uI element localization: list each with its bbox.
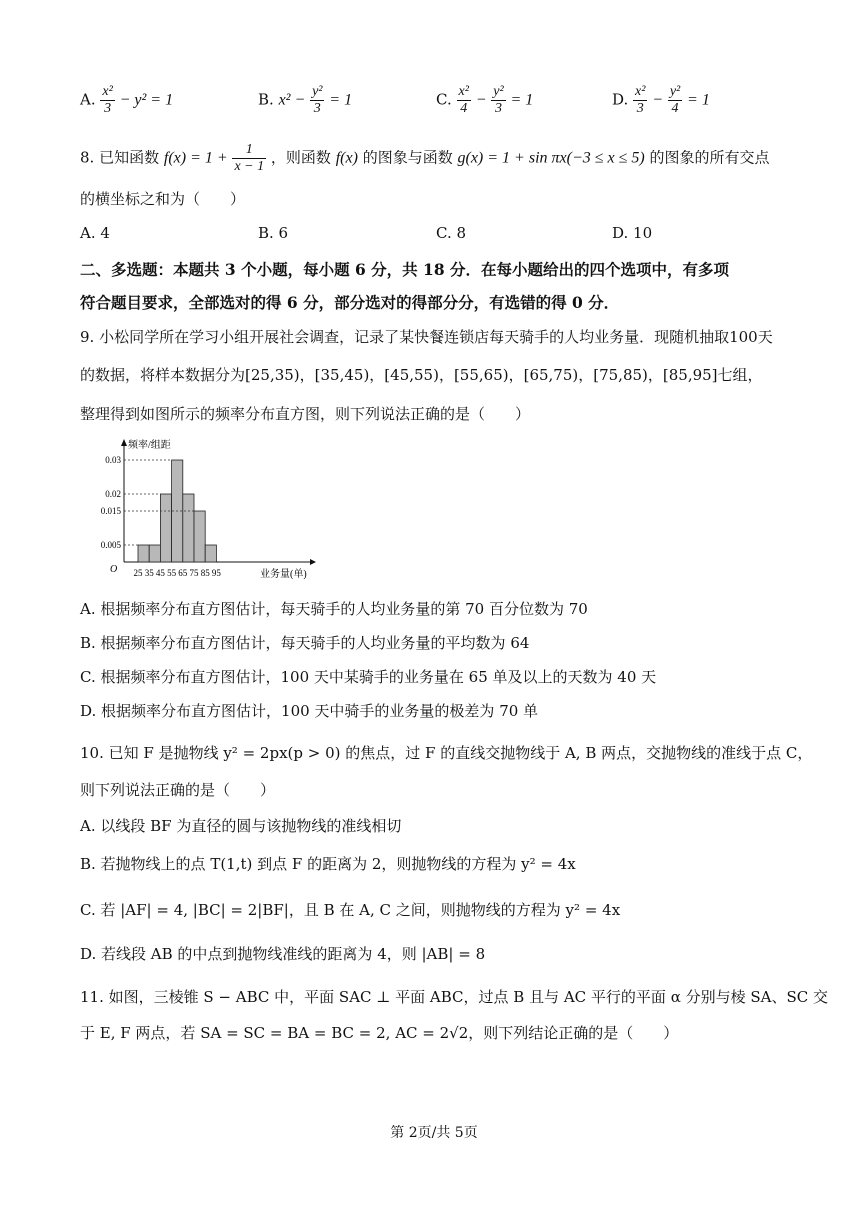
y-axis-arrow [121, 439, 127, 446]
x-axis-arrow [310, 559, 316, 565]
q7-option-d: D. $\frac{\text{x²}}{3}$ − $\frac{\text{y²}}{4}$ = 1 [612, 84, 710, 116]
histogram-bar [149, 545, 160, 562]
q10-option-c: C. 若 |AF| = 4, |BC| = 2|BF|，且 B 在 A, C 之间，则抛物线的方程为 y² = 4x [80, 901, 621, 919]
q10-option-a: A. 以线段 BF 为直径的圆与该抛物线的准线相切 [80, 817, 402, 835]
q8-option-c: C. 8 [436, 224, 467, 242]
y-axis-label: 频率/组距 [128, 440, 171, 451]
section-heading-line2: 符合题目要求，全部选对的得 6 分，部分选对的得部分分，有选错的得 0 分． [80, 293, 620, 312]
q8-stem-line1: 8. 已知函数 f(x) = 1 + $\frac{1}{x - 1}$ ，则函数 f(x) 的图象与函数 g(x) = 1 + sin πx(−3 ≤ x ≤ 5) 的图象的所有交点 [80, 142, 770, 174]
x-tick-label: 25 [133, 568, 143, 578]
x-axis-label: 业务量(单) [260, 569, 307, 580]
q8-option-d: D. 10 [612, 224, 653, 242]
fraction: $\frac{\text{x²}}{4}$ [458, 84, 469, 116]
x-tick-label: 65 [178, 568, 188, 578]
fraction: $\frac{\text{y²}}{3}$ [493, 84, 504, 116]
q9-option-c: C. 根据频率分布直方图估计，100 天中某骑手的业务量在 65 单及以上的天数为 40 天 [80, 668, 657, 686]
x-tick-label: 45 [155, 568, 165, 578]
equation-rest: = 1 [329, 91, 353, 109]
q10-option-b: B. 若抛物线上的点 T(1,t) 到点 F 的距离为 2，则抛物线的方程为 y² = 4x [80, 855, 576, 873]
q10-stem-line1: 10. 已知 F 是抛物线 y² = 2px(p > 0) 的焦点，过 F 的直线交抛物线于 A, B 两点，交抛物线的准线于点 C， [80, 744, 813, 762]
q9-stem-line1: 9. 小松同学所在学习小组开展社会调查，记录了某快餐连锁店每天骑手的人均业务量．现随机抽取100天 [80, 328, 773, 346]
section-heading-line1: 二、多选题：本题共 3 个小题，每小题 6 分，共 18 分．在每小题给出的四个选项中，有多项 [80, 260, 730, 279]
q9-stem-line2: 的数据，将样本数据分为[25,35)，[35,45)，[45,55)，[55,65)，[65,75)，[75,85)，[85,95]七组， [80, 366, 763, 384]
frequency-histogram [88, 436, 328, 586]
equation-pre: x² − [278, 91, 306, 109]
q7-option-c: C. $\frac{\text{x²}}{4}$ − $\frac{\text{y²}}{3}$ = 1 [436, 84, 534, 116]
q9-option-a: A. 根据频率分布直方图估计，每天骑手的人均业务量的第 70 百分位数为 70 [80, 600, 588, 618]
equation-rest: = 1 [510, 91, 534, 109]
page-footer: 第 2页/共 5页 [390, 1125, 478, 1141]
equation-rest: − y² = 1 [119, 91, 174, 109]
y-tick-label: 0.02 [105, 489, 121, 499]
q10-stem-line2: 则下列说法正确的是（ ） [80, 781, 276, 799]
histogram-bar [183, 494, 194, 562]
histogram-bar [205, 545, 216, 562]
y-tick-label: 0.03 [105, 455, 121, 465]
x-tick-label: 85 [200, 568, 210, 578]
fraction: $\frac{\text{x²}}{3}$ [635, 84, 646, 116]
histogram-bar [138, 545, 149, 562]
q11-stem-line1: 11. 如图，三棱锥 S − ABC 中，平面 SAC ⊥ 平面 ABC，过点 B 且与 AC 平行的平面 α 分别与棱 SA、SC 交 [80, 988, 828, 1006]
x-tick-label: 95 [211, 568, 221, 578]
equation-rest: = 1 [687, 91, 710, 109]
fraction: $\frac{1}{x - 1}$ [234, 142, 265, 174]
q9-option-d: D. 根据频率分布直方图估计，100 天中骑手的业务量的极差为 70 单 [80, 702, 539, 720]
fraction: $\frac{\text{y²}}{4}$ [669, 84, 681, 116]
histogram-bar [160, 494, 171, 562]
origin-label: O [110, 564, 118, 575]
y-tick-label: 0.015 [100, 506, 121, 516]
fraction: $\frac{\text{y²}}{3}$ [312, 84, 323, 116]
histogram-bar [194, 511, 205, 562]
option-letter: A. [80, 90, 96, 109]
q7-option-a [80, 84, 173, 117]
option-letter: D. [612, 90, 629, 109]
x-tick-label: 75 [189, 568, 199, 578]
x-tick-label: 55 [167, 568, 177, 578]
q8-stem-line2: 的横坐标之和为（ ） [80, 190, 246, 208]
option-letter: B. [258, 90, 274, 109]
fraction: $\frac{\text{x²}}{3}$ [102, 84, 113, 116]
x-tick-label: 35 [144, 568, 154, 578]
y-tick-label: 0.005 [100, 540, 121, 550]
q8-option-a: A. 4 [80, 224, 110, 242]
q11-stem-line2: 于 E, F 两点，若 SA = SC = BA = BC = 2, AC = 2√2，则下列结论正确的是（ ） [80, 1024, 679, 1042]
q9-stem-line3: 整理得到如图所示的频率分布直方图，则下列说法正确的是（ ） [80, 405, 531, 423]
q8-option-b: B. 6 [258, 224, 289, 242]
option-letter: C. [436, 90, 452, 109]
q7-option-b [258, 84, 352, 117]
q9-option-b: B. 根据频率分布直方图估计，每天骑手的人均业务量的平均数为 64 [80, 634, 530, 652]
q10-option-d: D. 若线段 AB 的中点到抛物线准线的距离为 4，则 |AB| = 8 [80, 945, 486, 963]
